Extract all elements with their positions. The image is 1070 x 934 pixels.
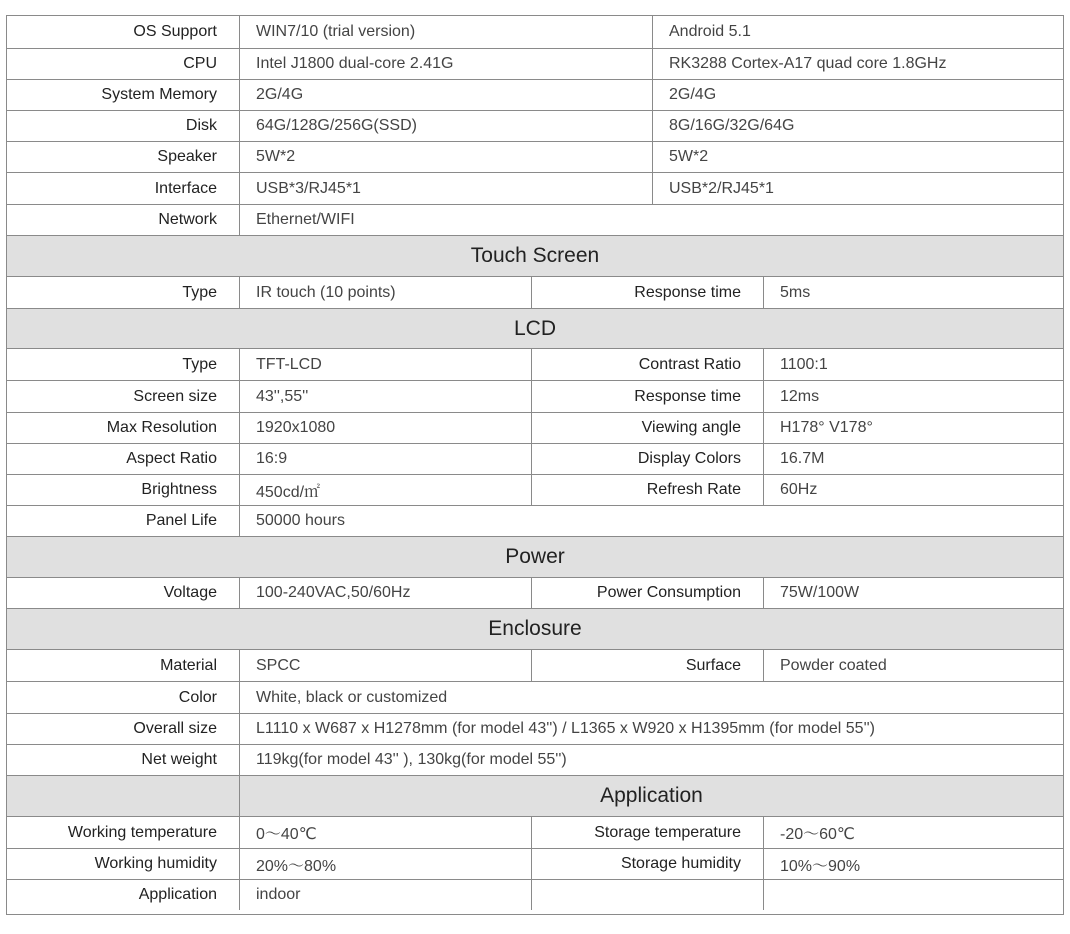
spec-label: Speaker bbox=[157, 148, 217, 165]
spec-value: 16:9 bbox=[239, 444, 531, 474]
spec-label: Max Resolution bbox=[106, 419, 217, 436]
spec-row-net-weight bbox=[7, 744, 1063, 775]
section-header-touch-screen bbox=[7, 235, 1063, 276]
spec-label: Disk bbox=[185, 117, 217, 134]
spec-value-android: Android 5.1 bbox=[652, 16, 1063, 48]
spec-label-secondary: Storage temperature bbox=[531, 817, 763, 848]
spec-value-secondary: H178° V178° bbox=[763, 413, 1063, 443]
spec-row-application bbox=[7, 879, 1063, 910]
spec-row-aspect-ratio bbox=[7, 443, 1063, 474]
spec-value: 1920x1080 bbox=[239, 413, 531, 443]
spec-value: 43'',55'' bbox=[239, 381, 531, 412]
spec-label-secondary: Response time bbox=[531, 381, 763, 412]
spec-value-secondary: 60Hz bbox=[763, 475, 1063, 505]
spec-value-windows: Intel J1800 dual-core 2.41G bbox=[239, 49, 652, 79]
spec-value: L1110 x W687 x H1278mm (for model 43'') / L1365 x W920 x H1395mm (for model 55'') bbox=[239, 714, 1063, 744]
spec-value: IR touch (10 points) bbox=[239, 277, 531, 308]
spec-value-android: RK3288 Cortex-A17 quad core 1.8GHz bbox=[652, 49, 1063, 79]
section-header-lcd bbox=[7, 308, 1063, 348]
spec-row-system-memory bbox=[7, 79, 1063, 110]
spec-row-cpu bbox=[7, 48, 1063, 79]
spec-label-secondary bbox=[531, 880, 763, 910]
spec-label-secondary: Response time bbox=[531, 277, 763, 308]
spec-label-secondary: Storage humidity bbox=[531, 849, 763, 879]
spec-value: 0～40℃ bbox=[239, 817, 531, 848]
spec-label: Color bbox=[178, 688, 217, 706]
spec-label: Brightness bbox=[141, 481, 217, 498]
spec-value-secondary: 75W/100W bbox=[763, 578, 1063, 608]
spec-row-brightness bbox=[7, 474, 1063, 505]
spec-label: Overall size bbox=[133, 720, 217, 737]
section-header-power bbox=[7, 536, 1063, 577]
spec-row-network bbox=[7, 204, 1063, 235]
spec-row-interface bbox=[7, 172, 1063, 204]
spec-value-windows: WIN7/10 (trial version) bbox=[239, 16, 652, 48]
spec-row-disk bbox=[7, 110, 1063, 141]
spec-value-android: 5W*2 bbox=[652, 142, 1063, 172]
spec-row-panel-life bbox=[7, 505, 1063, 536]
spec-value-windows: 5W*2 bbox=[239, 142, 652, 172]
spec-value-secondary: 10%～90% bbox=[763, 849, 1063, 879]
section-header-application bbox=[7, 775, 1063, 816]
spec-value-windows: USB*3/RJ45*1 bbox=[239, 173, 652, 204]
spec-value-secondary: 5ms bbox=[763, 277, 1063, 308]
spec-label: Application bbox=[138, 886, 217, 903]
spec-value: 450cd/㎡ bbox=[239, 475, 531, 505]
spec-value: TFT-LCD bbox=[239, 349, 531, 380]
section-title: LCD bbox=[513, 316, 556, 340]
spec-label: Aspect Ratio bbox=[126, 450, 217, 467]
spec-row-screen-size bbox=[7, 380, 1063, 412]
spec-label-secondary: Contrast Ratio bbox=[531, 349, 763, 380]
spec-value: 119kg(for model 43'' ), 130kg(for model 55'') bbox=[239, 745, 1063, 775]
spec-value-windows: 2G/4G bbox=[239, 80, 652, 110]
spec-row-type bbox=[7, 276, 1063, 308]
spec-value: Ethernet/WIFI bbox=[239, 205, 1063, 235]
spec-value-windows: 64G/128G/256G(SSD) bbox=[239, 111, 652, 141]
spec-value: White, black or customized bbox=[239, 682, 1063, 713]
spec-value-secondary: 16.7M bbox=[763, 444, 1063, 474]
spec-row-color bbox=[7, 681, 1063, 713]
spec-value-secondary: Powder coated bbox=[763, 650, 1063, 681]
spec-label-secondary: Display Colors bbox=[531, 444, 763, 474]
spec-label-secondary: Power Consumption bbox=[531, 578, 763, 608]
spec-label-secondary: Refresh Rate bbox=[531, 475, 763, 505]
spec-label-secondary: Surface bbox=[531, 650, 763, 681]
spec-label: Type bbox=[182, 283, 217, 301]
section-title: Application bbox=[239, 776, 1063, 816]
spec-value-android: 2G/4G bbox=[652, 80, 1063, 110]
spec-row-working-humidity bbox=[7, 848, 1063, 879]
spec-label: Type bbox=[182, 355, 217, 373]
spec-value: SPCC bbox=[239, 650, 531, 681]
spec-row-speaker bbox=[7, 141, 1063, 172]
spec-label: Screen size bbox=[133, 387, 217, 405]
spec-label: OS Support bbox=[133, 23, 217, 40]
spec-row-voltage bbox=[7, 577, 1063, 608]
section-header-enclosure bbox=[7, 608, 1063, 649]
spec-label: Panel Life bbox=[145, 512, 217, 529]
spec-value: 100-240VAC,50/60Hz bbox=[239, 578, 531, 608]
spec-value: 20%～80% bbox=[239, 849, 531, 879]
spec-row-type bbox=[7, 348, 1063, 380]
section-title: Touch Screen bbox=[470, 244, 600, 267]
spec-label: Working temperature bbox=[67, 823, 217, 841]
spec-label: Material bbox=[160, 656, 217, 674]
spec-value-android: USB*2/RJ45*1 bbox=[652, 173, 1063, 204]
spec-label: System Memory bbox=[101, 86, 217, 103]
spec-row-working-temperature bbox=[7, 816, 1063, 848]
spec-value-secondary: 1100:1 bbox=[763, 349, 1063, 380]
spec-value-android: 8G/16G/32G/64G bbox=[652, 111, 1063, 141]
section-blank-cell bbox=[7, 776, 239, 816]
spec-label: Voltage bbox=[163, 584, 217, 601]
spec-label: Interface bbox=[154, 179, 217, 197]
section-title: Enclosure bbox=[488, 617, 582, 640]
spec-row-os-support bbox=[7, 16, 1063, 48]
spec-row-overall-size bbox=[7, 713, 1063, 744]
spec-row-max-resolution bbox=[7, 412, 1063, 443]
spec-value-secondary: 12ms bbox=[763, 381, 1063, 412]
spec-label: Net weight bbox=[141, 751, 217, 768]
spec-value: 50000 hours bbox=[239, 506, 1063, 536]
spec-label: CPU bbox=[183, 55, 217, 72]
spec-value-secondary bbox=[763, 880, 1063, 910]
spec-label: Network bbox=[158, 211, 217, 228]
spec-label: Working humidity bbox=[94, 855, 217, 872]
section-title: Power bbox=[505, 545, 565, 568]
spec-value: indoor bbox=[239, 880, 531, 910]
spec-table bbox=[6, 15, 1064, 915]
spec-row-material bbox=[7, 649, 1063, 681]
spec-label-secondary: Viewing angle bbox=[531, 413, 763, 443]
spec-value-secondary: -20～60℃ bbox=[763, 817, 1063, 848]
